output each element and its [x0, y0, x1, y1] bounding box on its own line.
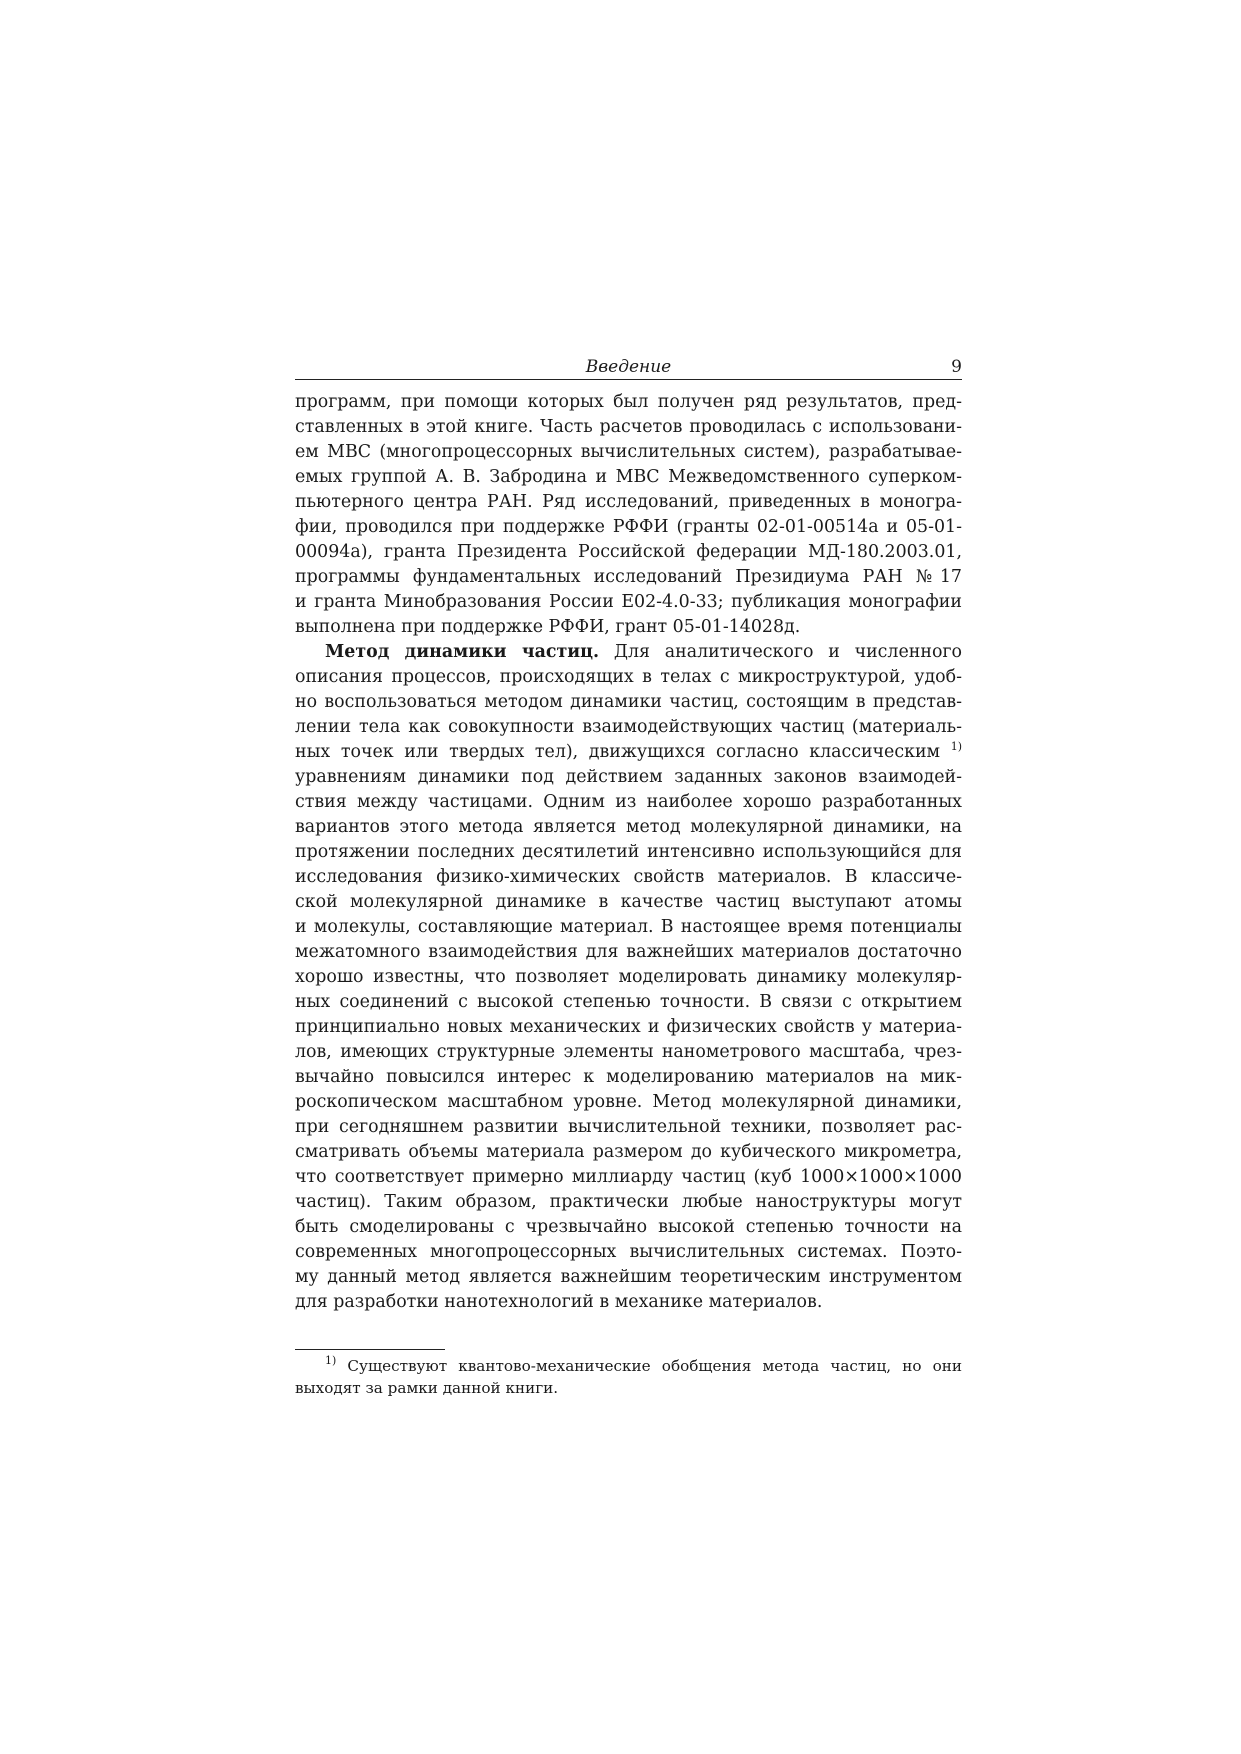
text-line: [295, 740, 962, 765]
text-line: роскопическом масштабном уровне. Метод молекулярной динамики,: [295, 1092, 962, 1112]
text-line: [295, 640, 962, 665]
paragraph-particle-dynamics: [295, 640, 962, 1315]
section-run-in-heading: Метод динамики частиц.: [325, 642, 600, 662]
body-text: [295, 390, 962, 1315]
text-line: что соответствует примерно миллиарду частиц (куб 1000×1000×1000: [295, 1167, 962, 1187]
text-line: ем МВС (многопроцессорных вычислительных систем), разрабатывае-: [295, 442, 962, 462]
text-line: быть смоделированы с чрезвычайно высокой степенью точности на: [295, 1217, 962, 1237]
text-line: фии, проводился при поддержке РФФИ (гранты 02-01-00514а и 05-01-: [295, 517, 962, 537]
text-line: современных многопроцессорных вычислительных системах. Поэто-: [295, 1242, 962, 1262]
text-line: сматривать объемы материала размером до кубического микрометра,: [295, 1142, 962, 1162]
text-line: уравнениям динамики под действием заданных законов взаимодей-: [295, 767, 962, 787]
paragraph-acknowledgements: [295, 390, 962, 640]
text-line: вариантов этого метода является метод молекулярной динамики, на: [295, 817, 962, 837]
text-line: и гранта Минобразования России Е02-4.0-33; публикация монографии: [295, 592, 962, 612]
text-line: исследования физико-химических свойств материалов. В классиче-: [295, 867, 962, 887]
text-line: лов, имеющих структурные элементы нанометрового масштаба, чрез-: [295, 1042, 962, 1062]
text-line: ской молекулярной динамике в качестве частиц выступают атомы: [295, 892, 962, 912]
text-line: лении тела как совокупности взаимодействующих частиц (материаль-: [295, 717, 962, 737]
text-line: пьютерного центра РАН. Ряд исследований, приведенных в моногра-: [295, 492, 962, 512]
running-title: Введение: [585, 357, 672, 377]
footnote: [295, 1355, 962, 1399]
text-line: частиц). Таким образом, практически любые наноструктуры могут: [295, 1192, 962, 1212]
text-line: и молекулы, составляющие материал. В настоящее время потенциалы: [295, 917, 962, 937]
footnote-reference[interactable]: 1): [950, 740, 962, 753]
text-line: му данный метод является важнейшим теоретическим инструментом: [295, 1267, 962, 1287]
text-line: но воспользоваться методом динамики частиц, состоящим в представ-: [295, 692, 962, 712]
footnote-mark: 1): [325, 1354, 337, 1367]
text-line: для разработки нанотехнологий в механике материалов.: [295, 1292, 823, 1312]
text-line: ствия между частицами. Одним из наиболее хорошо разработанных: [295, 792, 962, 812]
text-fragment: Для аналитического и численного: [599, 642, 962, 662]
text-line: емых группой А. В. Забродина и МВС Межведомственного суперком-: [295, 467, 962, 487]
text-line: принципиально новых механических и физических свойств у материа-: [295, 1017, 962, 1037]
footnote-rule: [295, 1349, 445, 1350]
text-line: описания процессов, происходящих в телах с микроструктурой, удоб-: [295, 667, 962, 687]
text-line: ставленных в этой книге. Часть расчетов проводилась с использовани-: [295, 417, 962, 437]
footnote-line: [295, 1355, 962, 1377]
text-line: хорошо известны, что позволяет моделировать динамику молекуляр-: [295, 967, 962, 987]
text-line: выполнена при поддержке РФФИ, грант 05-01-14028д.: [295, 617, 801, 637]
text-line: вычайно повысился интерес к моделированию материалов на мик-: [295, 1067, 962, 1087]
text-line: протяжении последних десятилетий интенсивно использующийся для: [295, 842, 962, 862]
footnote-line: выходят за рамки данной книги.: [295, 1379, 559, 1397]
running-header: [295, 355, 962, 380]
page-number: 9: [951, 357, 962, 377]
text-line: при сегодняшнем развитии вычислительной техники, позволяет рас-: [295, 1117, 962, 1137]
text-fragment: ных точек или твердых тел), движущихся согласно классическим: [295, 742, 951, 762]
text-line: ных соединений с высокой степенью точности. В связи с открытием: [295, 992, 962, 1012]
footnote-text: Существуют квантово-механические обобщения метода частиц, но они: [336, 1357, 962, 1375]
text-line: межатомного взаимодействия для важнейших материалов достаточно: [295, 942, 962, 962]
text-line: 00094а), гранта Президента Российской федерации МД-180.2003.01,: [295, 542, 962, 562]
text-line: программ, при помощи которых был получен ряд результатов, пред-: [295, 392, 962, 412]
text-line: программы фундаментальных исследований Президиума РАН №17: [295, 567, 962, 587]
